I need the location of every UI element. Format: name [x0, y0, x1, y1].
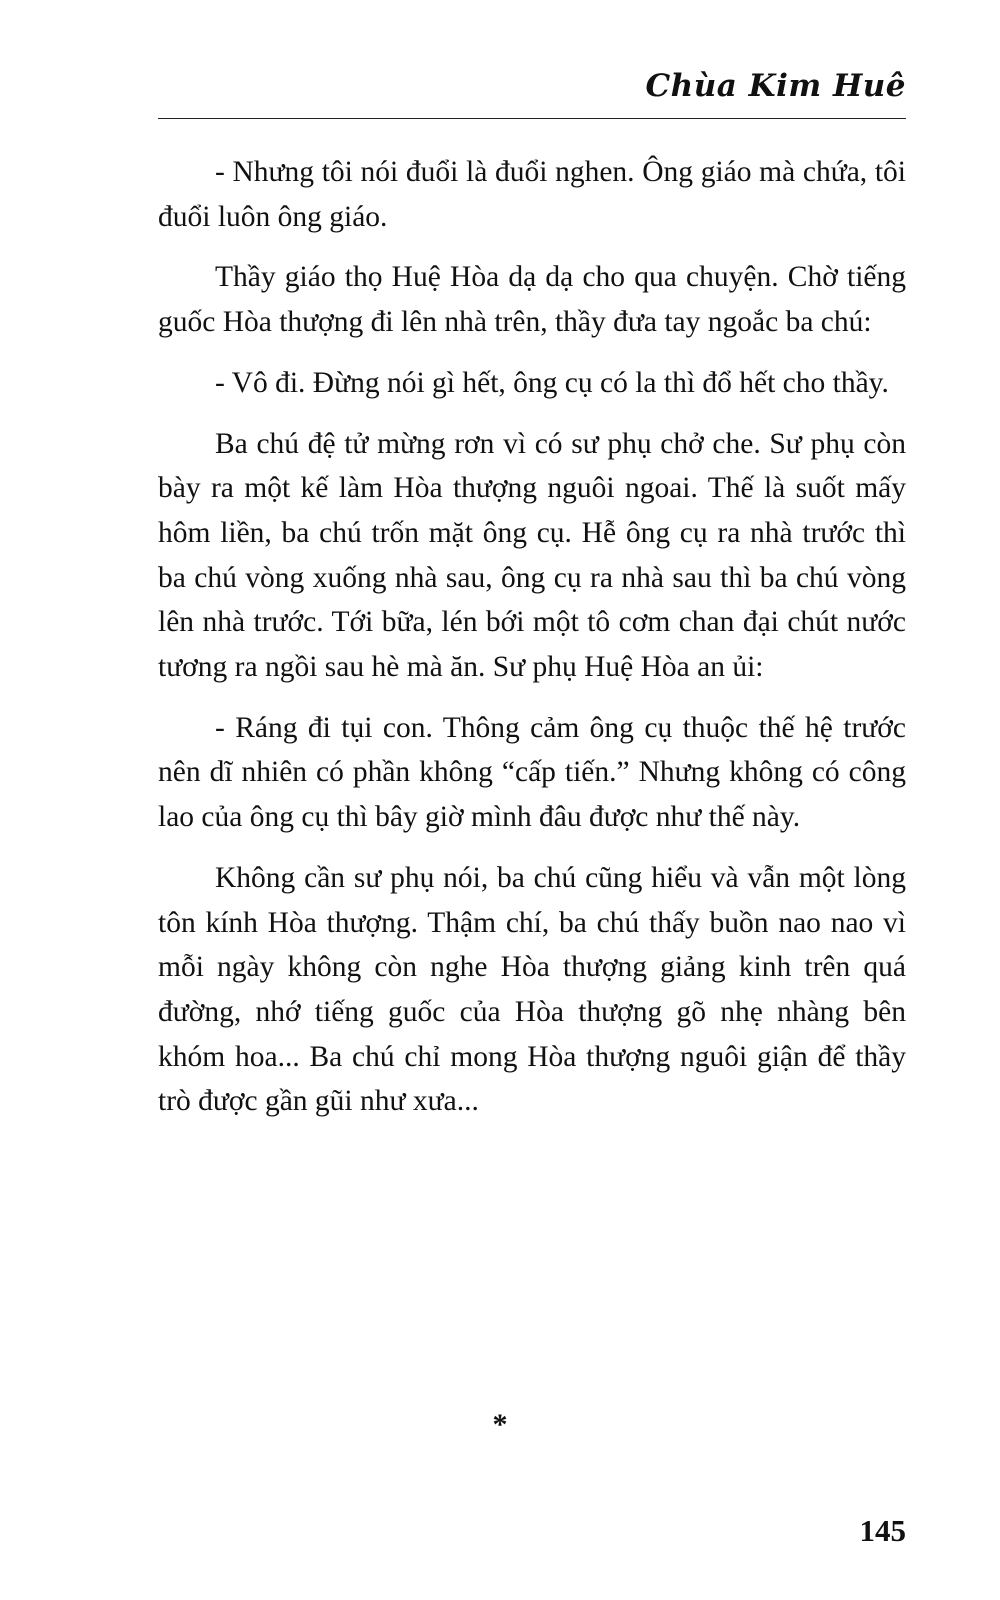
paragraph-2: Thầy giáo thọ Huệ Hòa dạ dạ cho qua chuyện. Chờ tiếng guốc Hòa thượng đi lên nhà trên, thầy đưa tay ngoắc ba chú: [158, 261, 906, 339]
paragraph-3: - Vô đi. Đừng nói gì hết, ông cụ có la thì đổ hết cho thầy. [215, 366, 889, 399]
book-title: Chùa Kim Huê [645, 68, 906, 104]
paragraph-4: Ba chú đệ tử mừng rơn vì có sư phụ chở che. Sư phụ còn bày ra một kế làm Hòa thượng nguôi ngoai. Thế là suốt mấy hôm liền, ba chú trốn mặt ông cụ. Hễ ông cụ ra nhà trước thì ba chú vòng xuống nhà sau, ông cụ ra nhà sau thì ba chú vòng lên nhà trước. Tới bữa, lén bới một tô cơm chan đại chút nước tương ra ngồi sau hè mà ăn. Sư phụ Huệ Hòa an ủi: [158, 427, 906, 684]
paragraph-6: Không cần sư phụ nói, ba chú cũng hiểu và vẫn một lòng tôn kính Hòa thượng. Thậm chí, ba chú thấy buồn nao nao vì mỗi ngày không còn nghe Hòa thượng giảng kinh trên quá đường, nhớ tiếng guốc của Hòa thượng gõ nhẹ nhàng bên khóm hoa... Ba chú chỉ mong Hòa thượng nguôi giận để thầy trò được gần gũi như xưa... [158, 861, 906, 1118]
body-text [158, 150, 906, 1140]
paragraph-5: - Ráng đi tụi con. Thông cảm ông cụ thuộc thế hệ trước nên dĩ nhiên có phần không “cấp tiến.” Nhưng không có công lao của ông cụ thì bây giờ mình đâu được như thế này. [158, 711, 906, 834]
running-header [158, 60, 906, 119]
section-separator: * [492, 1408, 508, 1441]
paragraph-1: - Nhưng tôi nói đuổi là đuổi nghen. Ông giáo mà chứa, tôi đuổi luôn ông giáo. [158, 156, 906, 233]
page-number: 145 [859, 1513, 906, 1548]
